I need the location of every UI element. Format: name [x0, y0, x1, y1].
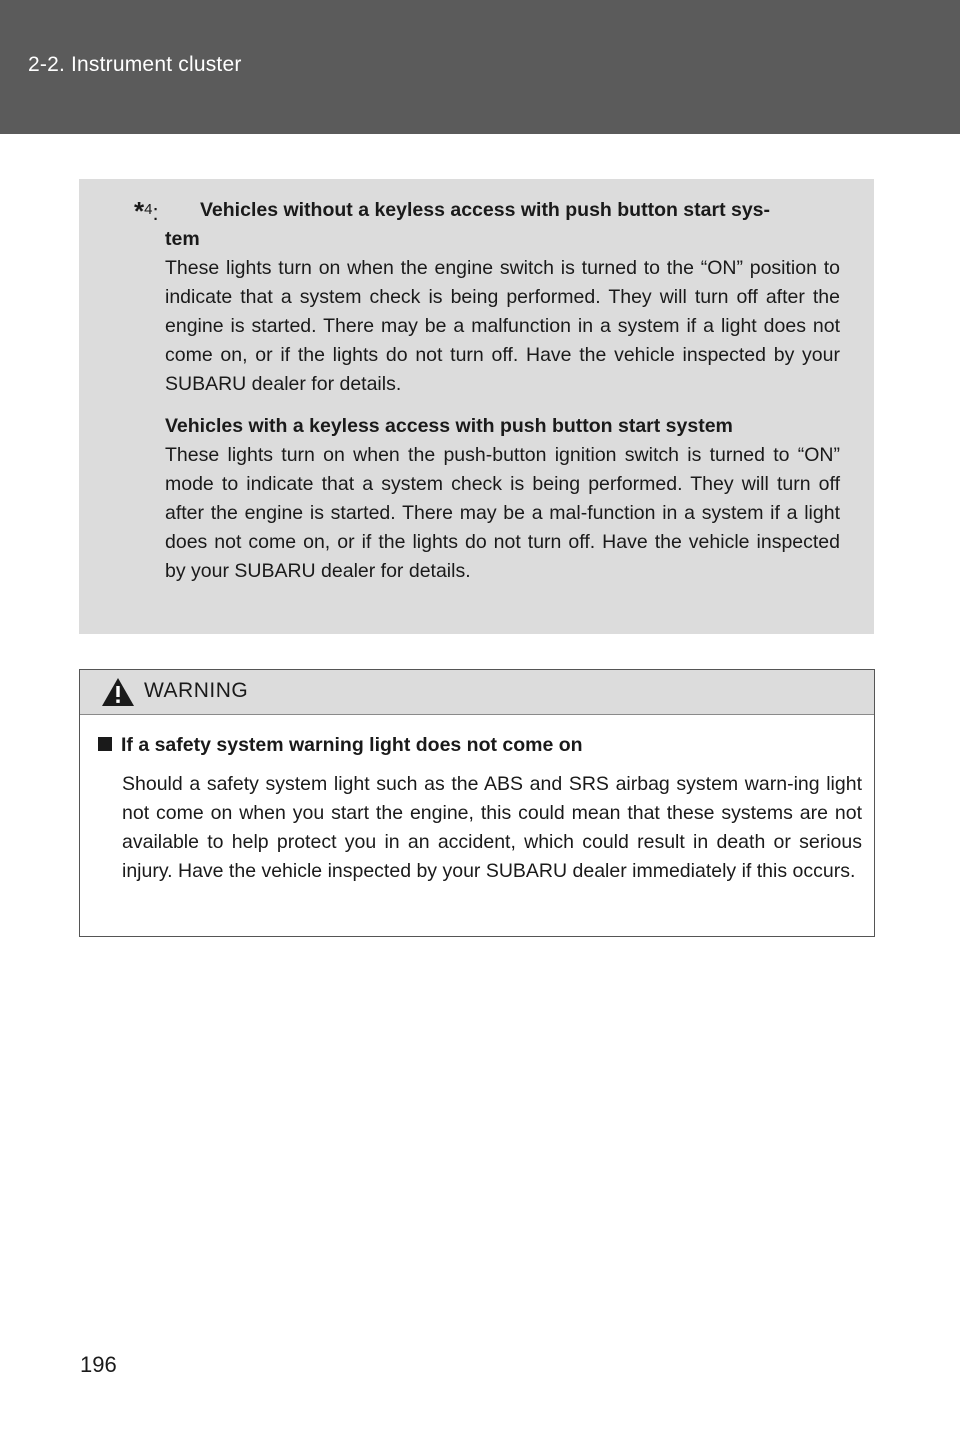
text-with-keyless: These lights turn on when the push-button ignition switch is turned to “ON” mode to indicate that a system check is being performed. They will turn off after the engine is started. There may be a mal-function in a system if a light does not come on, or if the lights do not turn off. Have the vehicle inspected by your SUBARU dealer for details. — [165, 444, 840, 582]
warning-body: Should a safety system light such as the ABS and SRS airbag system warn-ing light not come on when you start the engine, this could mean that these systems are not available to help protect you in an accident, which could result in death or serious injury. Have the vehicle inspected by your SUBARU dealer immediately if this occurs. — [122, 773, 862, 882]
warning-header — [80, 670, 874, 715]
warning-subheading — [98, 734, 583, 757]
footnote-number: 4 — [144, 201, 153, 218]
square-bullet-icon — [98, 737, 112, 751]
warning-box — [79, 669, 875, 937]
heading-without-keyless-line2: tem — [165, 228, 200, 250]
page-header — [0, 0, 960, 134]
warning-title: WARNING — [144, 679, 249, 702]
heading-without-keyless-line1: Vehicles without a keyless access with push button start sys- — [200, 199, 771, 221]
page-number: 196 — [80, 1352, 117, 1377]
footnote-body — [165, 196, 840, 586]
text-without-keyless: These lights turn on when the engine switch is turned to the “ON” position to indicate that a system check is being performed. They will turn off after the engine is started. There may be a malfunction in a system if a light does not come on, or if the lights do not turn off. Have the vehicle inspected by your SUBARU dealer for details. — [165, 257, 840, 395]
warning-triangle-icon — [101, 677, 135, 707]
footnote-colon: : — [152, 200, 159, 225]
footnote-marker — [134, 195, 159, 227]
heading-with-keyless: Vehicles with a keyless access with push button start system — [165, 415, 733, 437]
section-title: 2-2. Instrument cluster — [28, 53, 242, 76]
footnote-star: * — [134, 196, 145, 226]
warning-subheading-text: If a safety system warning light does not come on — [121, 734, 583, 756]
